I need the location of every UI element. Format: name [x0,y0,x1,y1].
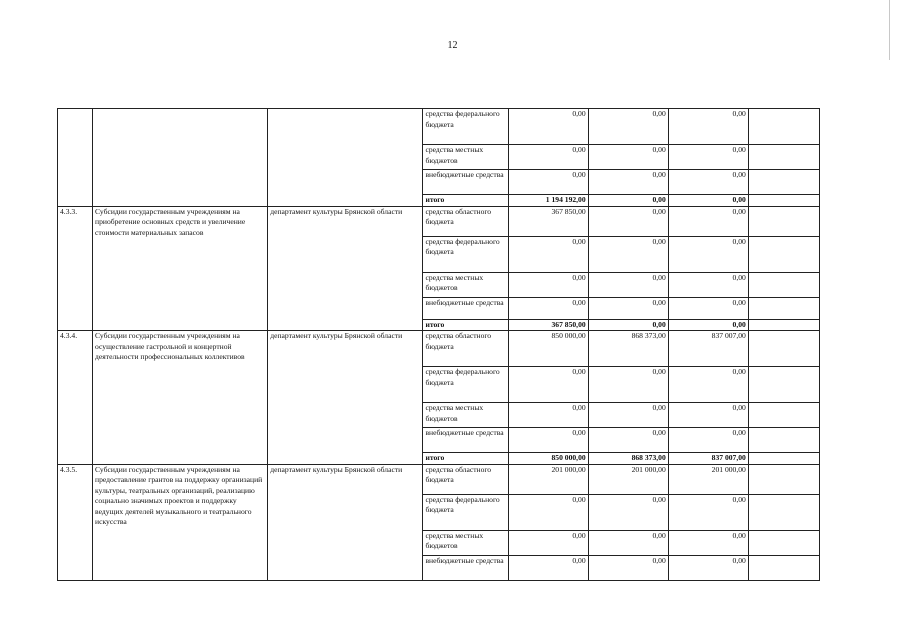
empty-cell [748,236,819,272]
amount-cell: 0,00 [508,109,588,145]
empty-cell [748,195,819,207]
budget-table [57,108,820,581]
item-code-cell: 4.3.4. [58,331,93,465]
item-code-cell: 4.3.3. [58,206,93,331]
empty-cell [748,428,819,453]
amount-cell: 0,00 [668,236,748,272]
empty-cell [748,206,819,236]
table-row [58,464,820,494]
page-number: 12 [447,40,458,51]
funding-source-cell: средства местных бюджетов [423,145,508,170]
empty-cell [748,403,819,428]
executor-cell: департамент культуры Брянской области [268,331,423,465]
amount-cell: 0,00 [588,170,668,195]
amount-cell: 0,00 [508,272,588,297]
amount-cell: 201 000,00 [508,464,588,494]
item-name-cell [93,109,268,207]
amount-cell: 0,00 [668,109,748,145]
amount-cell: 0,00 [668,319,748,331]
amount-cell: 0,00 [588,206,668,236]
budget-table-body [58,109,820,581]
amount-cell: 0,00 [588,428,668,453]
amount-cell: 0,00 [508,530,588,555]
amount-cell: 0,00 [588,272,668,297]
empty-cell [748,494,819,530]
item-code-cell: 4.3.5. [58,464,93,580]
funding-source-cell: внебюджетные средства [423,297,508,319]
amount-cell: 0,00 [668,297,748,319]
amount-cell: 0,00 [668,494,748,530]
empty-cell [748,272,819,297]
amount-cell: 0,00 [668,367,748,403]
amount-cell: 868 373,00 [588,331,668,367]
funding-source-cell: внебюджетные средства [423,555,508,580]
amount-cell: 837 007,00 [668,453,748,465]
amount-cell: 0,00 [668,555,748,580]
item-name-cell: Субсидии государственным учреждениям на приобретение основных средств и увеличение стоимости материальных запасов [93,206,268,331]
empty-cell [748,530,819,555]
amount-cell: 367 850,00 [508,206,588,236]
amount-cell: 0,00 [588,555,668,580]
funding-source-cell: средства федерального бюджета [423,494,508,530]
empty-cell [748,464,819,494]
amount-cell: 0,00 [668,195,748,207]
amount-cell: 0,00 [508,403,588,428]
item-code-cell [58,109,93,207]
amount-cell: 0,00 [588,403,668,428]
amount-cell: 0,00 [668,170,748,195]
amount-cell: 868 373,00 [588,453,668,465]
funding-source-cell: средства местных бюджетов [423,530,508,555]
executor-cell: департамент культуры Брянской области [268,206,423,331]
amount-cell: 0,00 [508,236,588,272]
amount-cell: 0,00 [508,428,588,453]
amount-cell: 0,00 [668,145,748,170]
amount-cell: 0,00 [588,530,668,555]
amount-cell: 0,00 [668,530,748,555]
empty-cell [748,331,819,367]
executor-cell: департамент культуры Брянской области [268,464,423,580]
amount-cell: 0,00 [588,145,668,170]
funding-source-cell: средства областного бюджета [423,331,508,367]
amount-cell: 367 850,00 [508,319,588,331]
amount-cell: 0,00 [588,319,668,331]
amount-cell: 0,00 [588,195,668,207]
amount-cell: 837 007,00 [668,331,748,367]
funding-source-cell: итого [423,319,508,331]
funding-source-cell: средства федерального бюджета [423,367,508,403]
empty-cell [748,555,819,580]
amount-cell: 0,00 [508,555,588,580]
item-name-cell: Субсидии государственным учреждениям на осуществление гастрольной и концертной деятельности профессиональных коллективов [93,331,268,465]
funding-source-cell: итого [423,195,508,207]
amount-cell: 0,00 [508,367,588,403]
empty-cell [748,109,819,145]
funding-source-cell: итого [423,453,508,465]
empty-cell [748,453,819,465]
amount-cell: 0,00 [668,272,748,297]
amount-cell: 201 000,00 [668,464,748,494]
amount-cell: 0,00 [508,145,588,170]
funding-source-cell: средства областного бюджета [423,206,508,236]
table-row [58,109,820,145]
funding-source-cell: внебюджетные средства [423,170,508,195]
amount-cell: 0,00 [668,428,748,453]
amount-cell: 0,00 [588,494,668,530]
amount-cell: 850 000,00 [508,331,588,367]
empty-cell [748,170,819,195]
amount-cell: 0,00 [508,494,588,530]
funding-source-cell: внебюджетные средства [423,428,508,453]
amount-cell: 0,00 [588,109,668,145]
amount-cell: 0,00 [668,403,748,428]
funding-source-cell: средства местных бюджетов [423,403,508,428]
item-name-cell: Субсидии государственным учреждениям на предоставление грантов на поддержку организаций культуры, театральных организаций, реализацию социально значимых проектов и поддержку ведущих деятелей музыкального и театрального искусства [93,464,268,580]
funding-source-cell: средства федерального бюджета [423,236,508,272]
funding-source-cell: средства местных бюджетов [423,272,508,297]
empty-cell [748,145,819,170]
amount-cell: 0,00 [588,236,668,272]
amount-cell: 0,00 [508,170,588,195]
scan-edge-line [889,0,890,60]
amount-cell: 0,00 [588,367,668,403]
funding-source-cell: средства федерального бюджета [423,109,508,145]
table-row [58,206,820,236]
empty-cell [748,319,819,331]
amount-cell: 201 000,00 [588,464,668,494]
amount-cell: 0,00 [668,206,748,236]
empty-cell [748,367,819,403]
amount-cell: 850 000,00 [508,453,588,465]
amount-cell: 0,00 [588,297,668,319]
amount-cell: 1 194 192,00 [508,195,588,207]
funding-source-cell: средства областного бюджета [423,464,508,494]
amount-cell: 0,00 [508,297,588,319]
empty-cell [748,297,819,319]
executor-cell [268,109,423,207]
table-row [58,331,820,367]
